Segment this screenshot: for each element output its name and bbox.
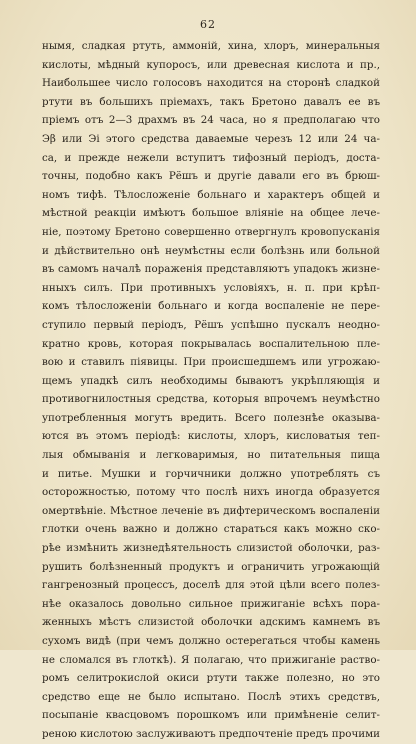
text-line: реною кислотою заслуживаютъ предпочтеніе предъ прочими (42, 727, 380, 740)
text-line: посыпаніе квасцовомъ порошкомъ или примѣненіе селит- (42, 709, 380, 722)
text-line: кратно кровь, которая покрывалась воспалительною пле- (42, 337, 380, 350)
text-line: точны, подобно какъ Рёшъ и другіе давали его въ брюш- (42, 170, 380, 183)
text-line: ступило первый періодъ, Рёшъ успѣшно пускалъ неодно- (42, 318, 380, 331)
text-line: Наибольшее число голосовъ находится на сторонѣ сладкой (42, 77, 380, 90)
text-line: вою и ставилъ піявицы. При происшедшемъ или угрожаю- (42, 356, 380, 369)
text-line: лыя обмыванія и легковаримыя, но питательныя пища (42, 449, 380, 462)
text-line: осторожностью, потому что послѣ нихъ иногда образуется (42, 486, 380, 499)
text-line: нѣе оказалось довольно сильное прижиганіе всѣхъ пора- (42, 597, 380, 610)
text-line: и дѣйствительно онѣ неумѣстны если болѣзнь или больной (42, 244, 380, 257)
text-line: не сломался въ глоткѣ). Я полагаю, что прижиганіе раство- (42, 653, 380, 666)
text-line: нымя, сладкая ртуть, аммоній, хина, хлоръ, минеральныя (42, 40, 380, 52)
text-line: щемъ упадкѣ силъ необходимы бываютъ укрѣпляющія и (42, 374, 380, 387)
text-line: комъ тѣлосложеніи больнаго и когда воспаленіе не пере- (42, 300, 380, 313)
text-line: рушить болѣзненный продуктъ и ограничить угрожающій (42, 560, 380, 573)
text-line: гангренозный процессъ, доселѣ для этой цѣли всего полез- (42, 579, 380, 592)
text-line: кислоты, мѣдный купоросъ, или древесная кислота и пр., (42, 58, 380, 71)
text-line: рѣе измѣнить жизнедѣятельность слизистой оболочки, раз- (42, 542, 380, 555)
body-text (42, 37, 380, 744)
text-line: номъ тифѣ. Тѣлосложеніе больнаго и характеръ общей и (42, 188, 380, 201)
page-number: 62 (200, 18, 216, 31)
text-line: пріемъ отъ 2—3 драхмъ въ 24 часа, но я предполагаю что (42, 114, 380, 127)
text-line: са, и прежде нежели вступитъ тифозный періодъ, доста- (42, 151, 380, 164)
text-line: нныхъ силъ. При противныхъ условіяхъ, н. п. при крѣп- (42, 281, 380, 294)
text-line: омертвѣніе. Мѣстное леченіе въ дифтерическомъ воспаленіи (42, 504, 380, 517)
text-line: ются въ этомъ періодѣ: кислоты, хлоръ, кисловатыя теп- (42, 430, 380, 443)
text-line: глотки очень важно и должно стараться какъ можно ско- (42, 523, 380, 536)
text-line: ніе, поэтому Бретоно совершенно отвергнулъ кровопусканія (42, 225, 380, 238)
text-line: ромъ селитрокислой окиси ртути также полезно, но это (42, 672, 380, 685)
text-line: средство еще не было испытано. Послѣ этихъ средствъ, (42, 690, 380, 703)
text-line: и питье. Мушки и горчичники должно употреблять съ (42, 467, 380, 480)
text-line: употребленныя могутъ вредить. Всего полезнѣе оказыва- (42, 411, 380, 424)
text-line: Эβ или Эi этого средства даваемые черезъ 12 или 24 ча- (42, 132, 380, 145)
text-line: въ самомъ началѣ пораженія представляютъ упадокъ жизне- (42, 263, 380, 276)
text-line: сухомъ видѣ (при чемъ должно остерегаться чтобы камень (42, 635, 380, 647)
text-line: мѣстной реакціи имѣютъ большое вліяніе на общее лече- (42, 207, 380, 220)
text-line: женныхъ мѣстъ слизистой оболочки адскимъ камнемъ въ (42, 616, 380, 629)
text-line: ртути въ большихъ пріемахъ, такъ Бретоно давалъ ее въ (42, 95, 380, 108)
text-line: противогнилостныя средства, которыя впрочемъ неумѣстно (42, 393, 380, 406)
